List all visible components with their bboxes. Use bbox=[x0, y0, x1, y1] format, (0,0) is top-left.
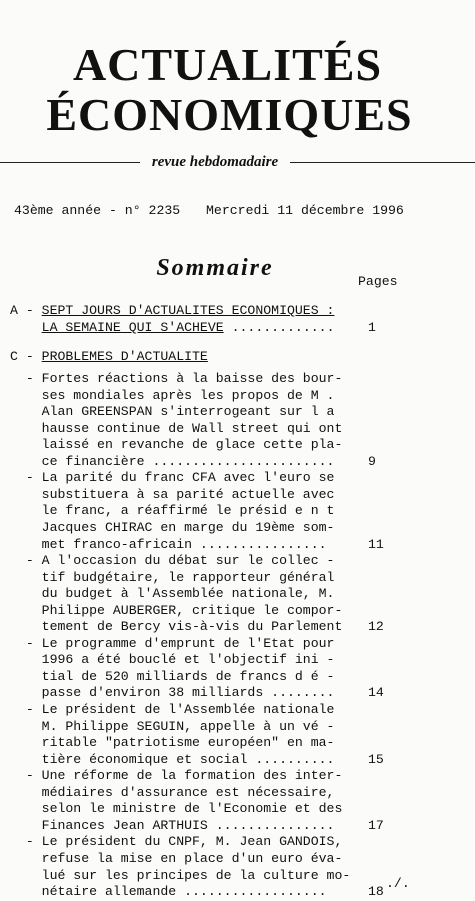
toc-line-text: - Fortes réactions à la baisse des bour- bbox=[10, 371, 343, 386]
toc-page-number: 15 bbox=[368, 751, 384, 767]
toc-line-text: - Le président de l'Assemblée nationale bbox=[10, 702, 335, 717]
toc-line bbox=[0, 668, 475, 686]
toc-line bbox=[0, 618, 475, 636]
toc-line bbox=[0, 817, 475, 835]
toc-line-text: 1996 a été bouclé et l'objectif ini - bbox=[10, 652, 335, 668]
toc-line bbox=[0, 536, 475, 554]
toc-line bbox=[0, 602, 475, 620]
toc-line bbox=[0, 734, 475, 752]
left-rule bbox=[0, 162, 140, 163]
toc-line bbox=[0, 684, 475, 702]
toc-line bbox=[0, 486, 475, 504]
toc-line bbox=[0, 767, 475, 785]
toc-line-text: - Une réforme de la formation des inter- bbox=[10, 768, 343, 784]
toc-line-text: selon le ministre de l'Economie et des bbox=[10, 801, 343, 817]
toc-line bbox=[0, 585, 475, 603]
toc-line-text: M. Philippe SEGUIN, appelle à un vé - bbox=[10, 718, 335, 734]
toc-line-text: tement de Bercy vis-à-vis du Parlement bbox=[10, 619, 343, 635]
toc-line bbox=[0, 502, 475, 520]
toc-page-number: 17 bbox=[368, 817, 384, 833]
right-rule bbox=[290, 162, 475, 163]
toc-page-number: 18 bbox=[368, 884, 384, 900]
issue-number: 43ème année - n° 2235 bbox=[14, 203, 181, 218]
toc-line bbox=[0, 569, 475, 587]
toc-line bbox=[0, 319, 475, 337]
toc-line-text: substituera à sa parité actuelle avec bbox=[10, 486, 335, 502]
toc-page-number: 11 bbox=[368, 536, 384, 552]
toc-line bbox=[0, 469, 475, 487]
toc-line bbox=[0, 370, 475, 388]
toc-line-text: laissé en revanche de glace cette pla- bbox=[10, 437, 343, 453]
toc-line-text: le franc, a réaffirmé le présid e n t bbox=[10, 503, 335, 519]
toc-line-text: refuse la mise en place d'un euro éva- bbox=[10, 850, 343, 866]
toc-line-text: médiaires d'assurance est nécessaire, bbox=[10, 784, 335, 800]
toc-line-text: ses mondiales après les propos de M . bbox=[10, 387, 335, 403]
toc-page-number: 1 bbox=[368, 320, 376, 335]
subtitle: revue hebdomadaire bbox=[151, 154, 279, 170]
toc-page-number: 12 bbox=[368, 619, 384, 635]
continuation-mark: ./. bbox=[386, 876, 410, 891]
issue-date: Mercredi 11 décembre 1996 bbox=[206, 203, 404, 218]
toc-line-text: LA SEMAINE QUI S'ACHEVE ............. bbox=[41, 320, 335, 335]
toc-line-text: - Le président du CNPF, M. Jean GANDOIS, bbox=[10, 834, 343, 850]
toc-line bbox=[0, 453, 475, 471]
subtitle-row bbox=[0, 152, 475, 172]
toc-line-text: Alan GREENSPAN s'interrogeant sur l a bbox=[10, 404, 335, 420]
toc-line bbox=[0, 552, 475, 570]
toc-line bbox=[0, 784, 475, 802]
toc-line bbox=[0, 302, 475, 320]
pages-column-header: Pages bbox=[358, 274, 398, 289]
toc-line bbox=[0, 718, 475, 736]
toc-line-text: nétaire allemande .................. bbox=[10, 884, 327, 900]
toc-line bbox=[0, 651, 475, 669]
masthead-title-line1: ACTUALITÉS bbox=[72, 39, 383, 90]
toc-line-text: C - PROBLEMES D'ACTUALITE bbox=[10, 349, 208, 364]
toc-line-text: passe d'environ 38 milliards ........ bbox=[10, 685, 335, 701]
toc-page-number: 9 bbox=[368, 453, 376, 469]
toc-line-text: Philippe AUBERGER, critique le compor- bbox=[10, 602, 343, 618]
toc-line-text: ritable "patriotisme européen" en ma- bbox=[10, 735, 335, 751]
toc-line bbox=[0, 387, 475, 405]
toc-line bbox=[0, 403, 475, 421]
toc-line bbox=[0, 751, 475, 769]
masthead-title-line2: ÉCONOMIQUES bbox=[46, 89, 413, 140]
toc-line bbox=[0, 436, 475, 454]
toc-line bbox=[0, 800, 475, 818]
toc-line-text: Jacques CHIRAC en marge du 19ème som- bbox=[10, 519, 335, 535]
toc-line-text: - Le programme d'emprunt de l'Etat pour bbox=[10, 635, 335, 651]
toc-line bbox=[0, 701, 475, 719]
toc-line bbox=[0, 519, 475, 537]
toc-line-text: tial de 520 milliards de francs d é - bbox=[10, 668, 335, 684]
toc-line-text: - La parité du franc CFA avec l'euro se bbox=[10, 470, 335, 486]
toc-line-text: - A l'occasion du débat sur le collec - bbox=[10, 553, 335, 569]
toc-page-number: 14 bbox=[368, 685, 384, 701]
toc-line-text: tif budgétaire, le rapporteur général bbox=[10, 569, 335, 585]
toc-line bbox=[0, 420, 475, 438]
sommaire-heading: Sommaire bbox=[156, 255, 274, 281]
toc-line bbox=[0, 850, 475, 868]
toc-line bbox=[0, 348, 475, 366]
toc-line-text: met franco-africain ................ bbox=[10, 536, 327, 552]
toc-line-text: du budget à l'Assemblée nationale, M. bbox=[10, 586, 335, 602]
toc-line-text: hausse continue de Wall street qui ont bbox=[10, 420, 343, 436]
toc-line-text: ce financière ....................... bbox=[10, 453, 335, 469]
toc-line-text: lué sur les principes de la culture mo- bbox=[10, 867, 351, 883]
toc-line bbox=[0, 635, 475, 653]
toc-line-text: A - SEPT JOURS D'ACTUALITES ECONOMIQUES : bbox=[10, 303, 335, 318]
toc-line bbox=[0, 833, 475, 851]
toc-line-text: tière économique et social .......... bbox=[10, 751, 335, 767]
toc-line-text: Finances Jean ARTHUIS ............... bbox=[10, 817, 335, 833]
